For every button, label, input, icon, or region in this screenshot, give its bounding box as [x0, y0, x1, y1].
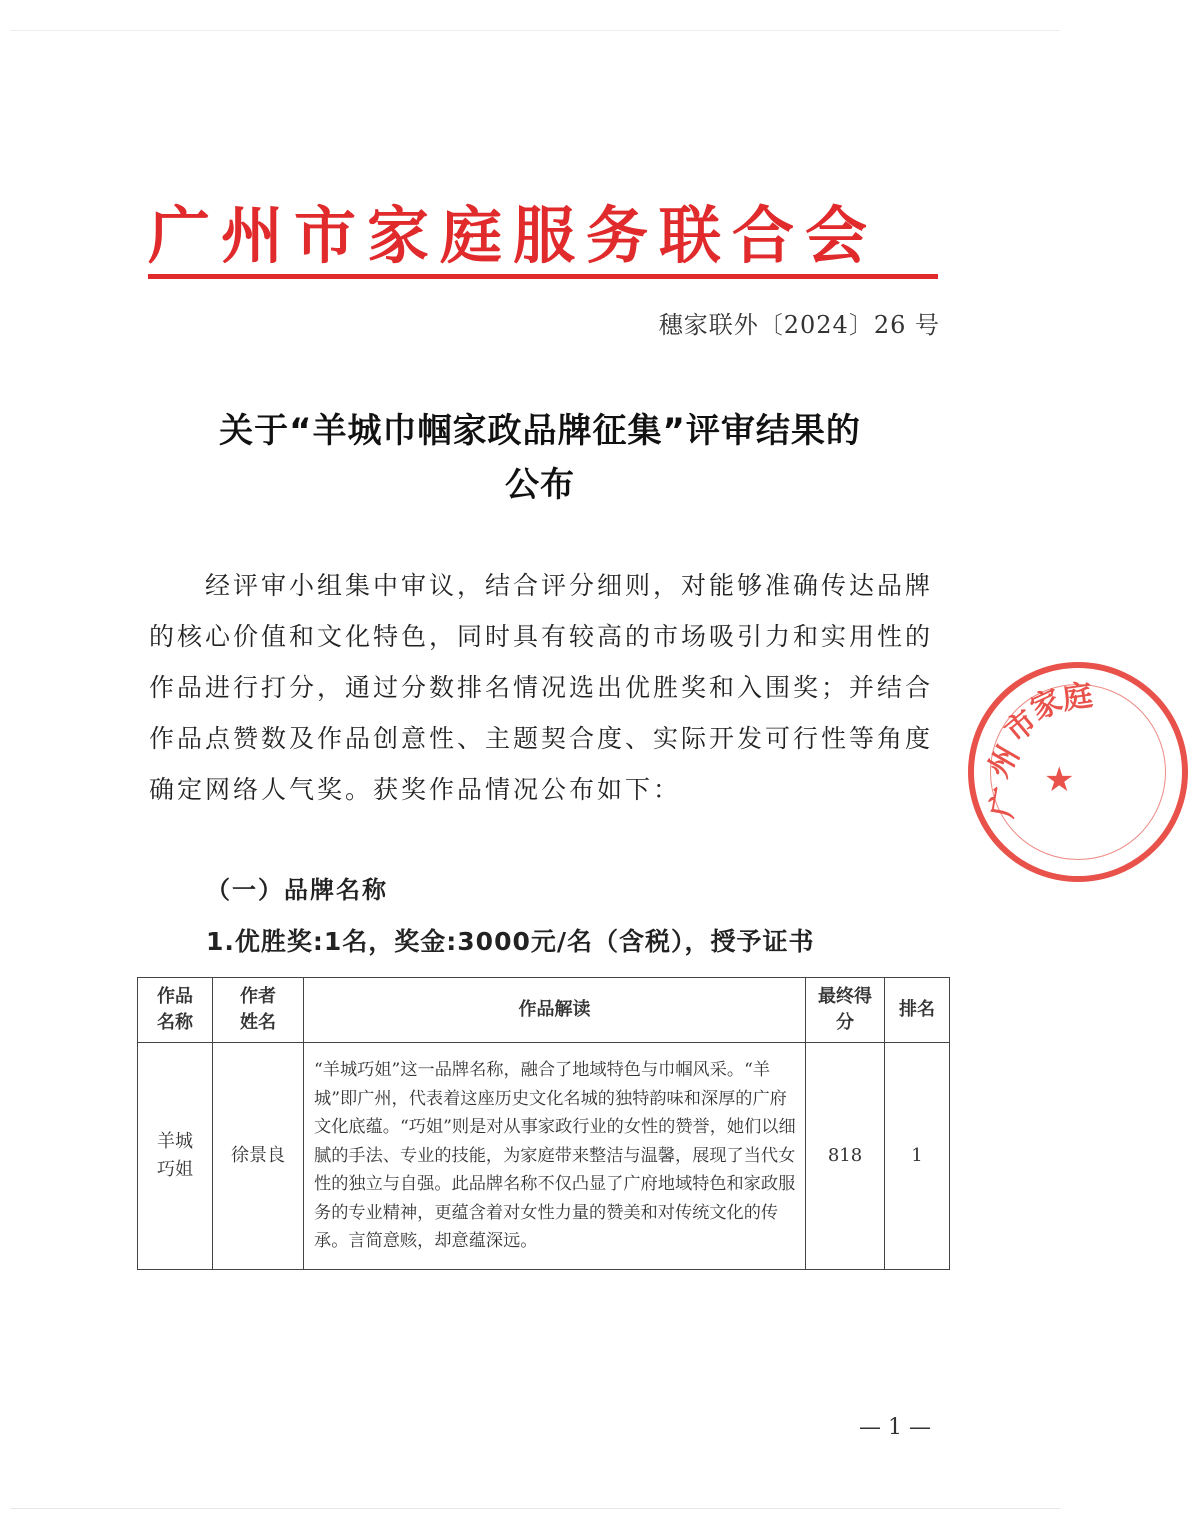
header-final-score: 最终得分: [806, 978, 885, 1043]
seal-char: 庭: [1060, 678, 1095, 717]
header-rank: 排名: [885, 978, 950, 1043]
document-number: 穗家联外〔2024〕26 号: [658, 311, 940, 339]
seal-char: 市: [998, 703, 1044, 750]
seal-char: 州: [981, 740, 1027, 784]
document-title-line-2: 公布: [505, 465, 575, 505]
seal-char: 广: [984, 784, 1025, 821]
cell-author-name: 徐景良: [213, 1043, 304, 1270]
seal-star-icon: ★: [1044, 760, 1075, 800]
letterhead-red-rule: [148, 274, 938, 279]
header-work-name: 作品名称: [138, 978, 213, 1043]
body-paragraph-line: 作品点赞数及作品创意性、主题契合度、实际开发可行性等角度: [149, 724, 934, 753]
section-heading: （一）品牌名称: [206, 876, 388, 904]
seal-char: 家: [1025, 682, 1068, 728]
table-header-row: [138, 978, 950, 1043]
header-author-name: 作者姓名: [213, 978, 304, 1043]
award-description: 1.优胜奖:1名，奖金:3000元/名（含税），授予证书: [206, 927, 815, 956]
page-number: — 1 —: [859, 1415, 931, 1440]
official-seal-stamp: [968, 662, 1188, 882]
award-table: [137, 977, 950, 1270]
cell-final-score: 818: [806, 1043, 885, 1270]
body-paragraph-line: 经评审小组集中审议，结合评分细则，对能够准确传达品牌: [149, 571, 934, 600]
page-edge-bottom: [10, 1508, 1060, 1509]
body-paragraph-line: 作品进行打分，通过分数排名情况选出优胜奖和入围奖；并结合: [149, 673, 934, 702]
page-edge-top: [10, 30, 1060, 31]
cell-work-name: 羊城巧姐: [138, 1043, 213, 1270]
cell-interpretation: “羊城巧姐”这一品牌名称，融合了地域特色与巾帼风采。“羊城”即广州，代表着这座历史文化名城的独特韵味和深厚的广府文化底蕴。“巧姐”则是对从事家政行业的女性的赞誉，她们以细腻的手法、专业的技能，为家庭带来整洁与温馨，展现了当代女性的独立与自强。此品牌名称不仅凸显了广府地域特色和家政服务的专业精神，更蕴含着对女性力量的赞美和对传统文化的传承。言简意赅，却意蕴深远。: [304, 1043, 806, 1270]
document-title-line-1: 关于“羊城巾帼家政品牌征集”评审结果的: [219, 411, 861, 451]
letterhead-org-name: 广州市家庭服务联合会: [148, 199, 879, 272]
body-paragraph-line: 确定网络人气奖。获奖作品情况公布如下：: [149, 775, 682, 804]
cell-rank: 1: [885, 1043, 950, 1270]
table-row: [138, 1043, 950, 1270]
body-paragraph-line: 的核心价值和文化特色，同时具有较高的市场吸引力和实用性的: [149, 622, 934, 651]
header-interpretation: 作品解读: [304, 978, 806, 1043]
